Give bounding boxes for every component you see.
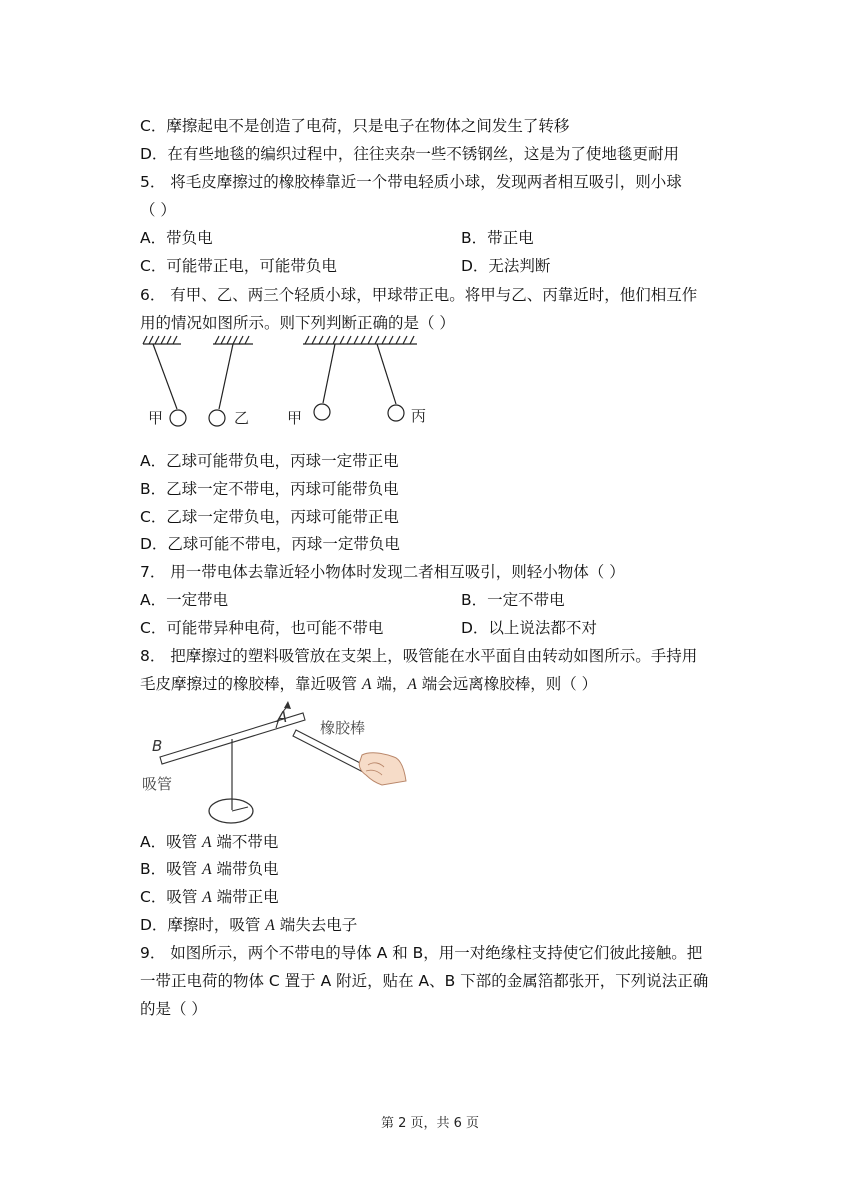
label-a: A xyxy=(277,708,288,726)
q4-option-c: C．摩擦起电不是创造了电荷，只是电子在物体之间发生了转移 xyxy=(140,117,570,135)
q9-stem: 9． 如图所示，两个不带电的导体 A 和 B，用一对绝缘柱支持使它们彼此接触。把 xyxy=(140,944,703,962)
q8-stem: 8． 把摩擦过的塑料吸管放在支架上，吸管能在水平面自由转动如图所示。手持用 xyxy=(140,647,698,665)
q8-option-b: B．吸管 A 端带负电 xyxy=(140,860,279,878)
q5-stem: 5． 将毛皮摩擦过的橡胶棒靠近一个带电轻质小球，发现两者相互吸引，则小球 xyxy=(140,173,682,191)
q7-option-a: A．一定带电 xyxy=(140,591,229,609)
q7-option-d: D．以上说法都不对 xyxy=(461,619,597,637)
q5-option-b: B．带正电 xyxy=(461,229,534,247)
q5-option-d: D．无法判断 xyxy=(461,257,551,275)
label-jia-1: 甲 xyxy=(148,409,164,427)
q9-stem-line3: 的是（ ） xyxy=(140,1000,207,1018)
q5-stem-bracket: （ ） xyxy=(140,201,176,219)
q6-option-b: B．乙球一定不带电，丙球可能带负电 xyxy=(140,480,399,498)
q6-option-d: D．乙球可能不带电，丙球一定带负电 xyxy=(140,535,400,553)
q8-option-c: C．吸管 A 端带正电 xyxy=(140,888,279,906)
hand-icon xyxy=(359,753,406,785)
label-b: B xyxy=(152,737,163,755)
q5-option-c: C．可能带正电，可能带负电 xyxy=(140,257,337,275)
q9-stem-line2: 一带正电荷的物体 C 置于 A 附近，贴在 A、B 下部的金属箔都张开，下列说法正确 xyxy=(140,972,709,990)
label-straw: 吸管 xyxy=(142,775,173,793)
q8-option-d: D．摩擦时，吸管 A 端失去电子 xyxy=(140,916,358,934)
q6-stem-line2: 用的情况如图所示。则下列判断正确的是（ ） xyxy=(140,314,455,332)
label-bing: 丙 xyxy=(411,407,427,425)
page-footer: 第 2 页，共 6 页 xyxy=(380,1116,480,1131)
label-rubber-rod: 橡胶棒 xyxy=(320,719,366,737)
q4-option-d: D．在有些地毯的编织过程中，往往夹杂一些不锈钢丝，这是为了使地毯更耐用 xyxy=(140,145,679,163)
q8-straw-figure xyxy=(138,695,418,827)
q7-stem: 7． 用一带电体去靠近轻小物体时发现二者相互吸引，则轻小物体（ ） xyxy=(140,563,625,581)
q8-stem-line2: 毛皮摩擦过的橡胶棒，靠近吸管 A 端，A 端会远离橡胶棒，则（ ） xyxy=(140,675,598,693)
q7-option-c: C．可能带异种电荷，也可能不带电 xyxy=(140,619,384,637)
q6-pendulum-figure xyxy=(135,330,435,430)
label-yi: 乙 xyxy=(234,409,250,427)
q6-option-c: C．乙球一定带负电，丙球可能带正电 xyxy=(140,508,399,526)
q8-option-a: A．吸管 A 端不带电 xyxy=(140,833,279,851)
q6-stem: 6． 有甲、乙、两三个轻质小球，甲球带正电。将甲与乙、丙靠近时，他们相互作 xyxy=(140,286,698,304)
q7-option-b: B．一定不带电 xyxy=(461,591,565,609)
label-jia-2: 甲 xyxy=(287,409,303,427)
q5-option-a: A．带负电 xyxy=(140,229,213,247)
q6-option-a: A．乙球可能带负电，丙球一定带正电 xyxy=(140,452,399,470)
